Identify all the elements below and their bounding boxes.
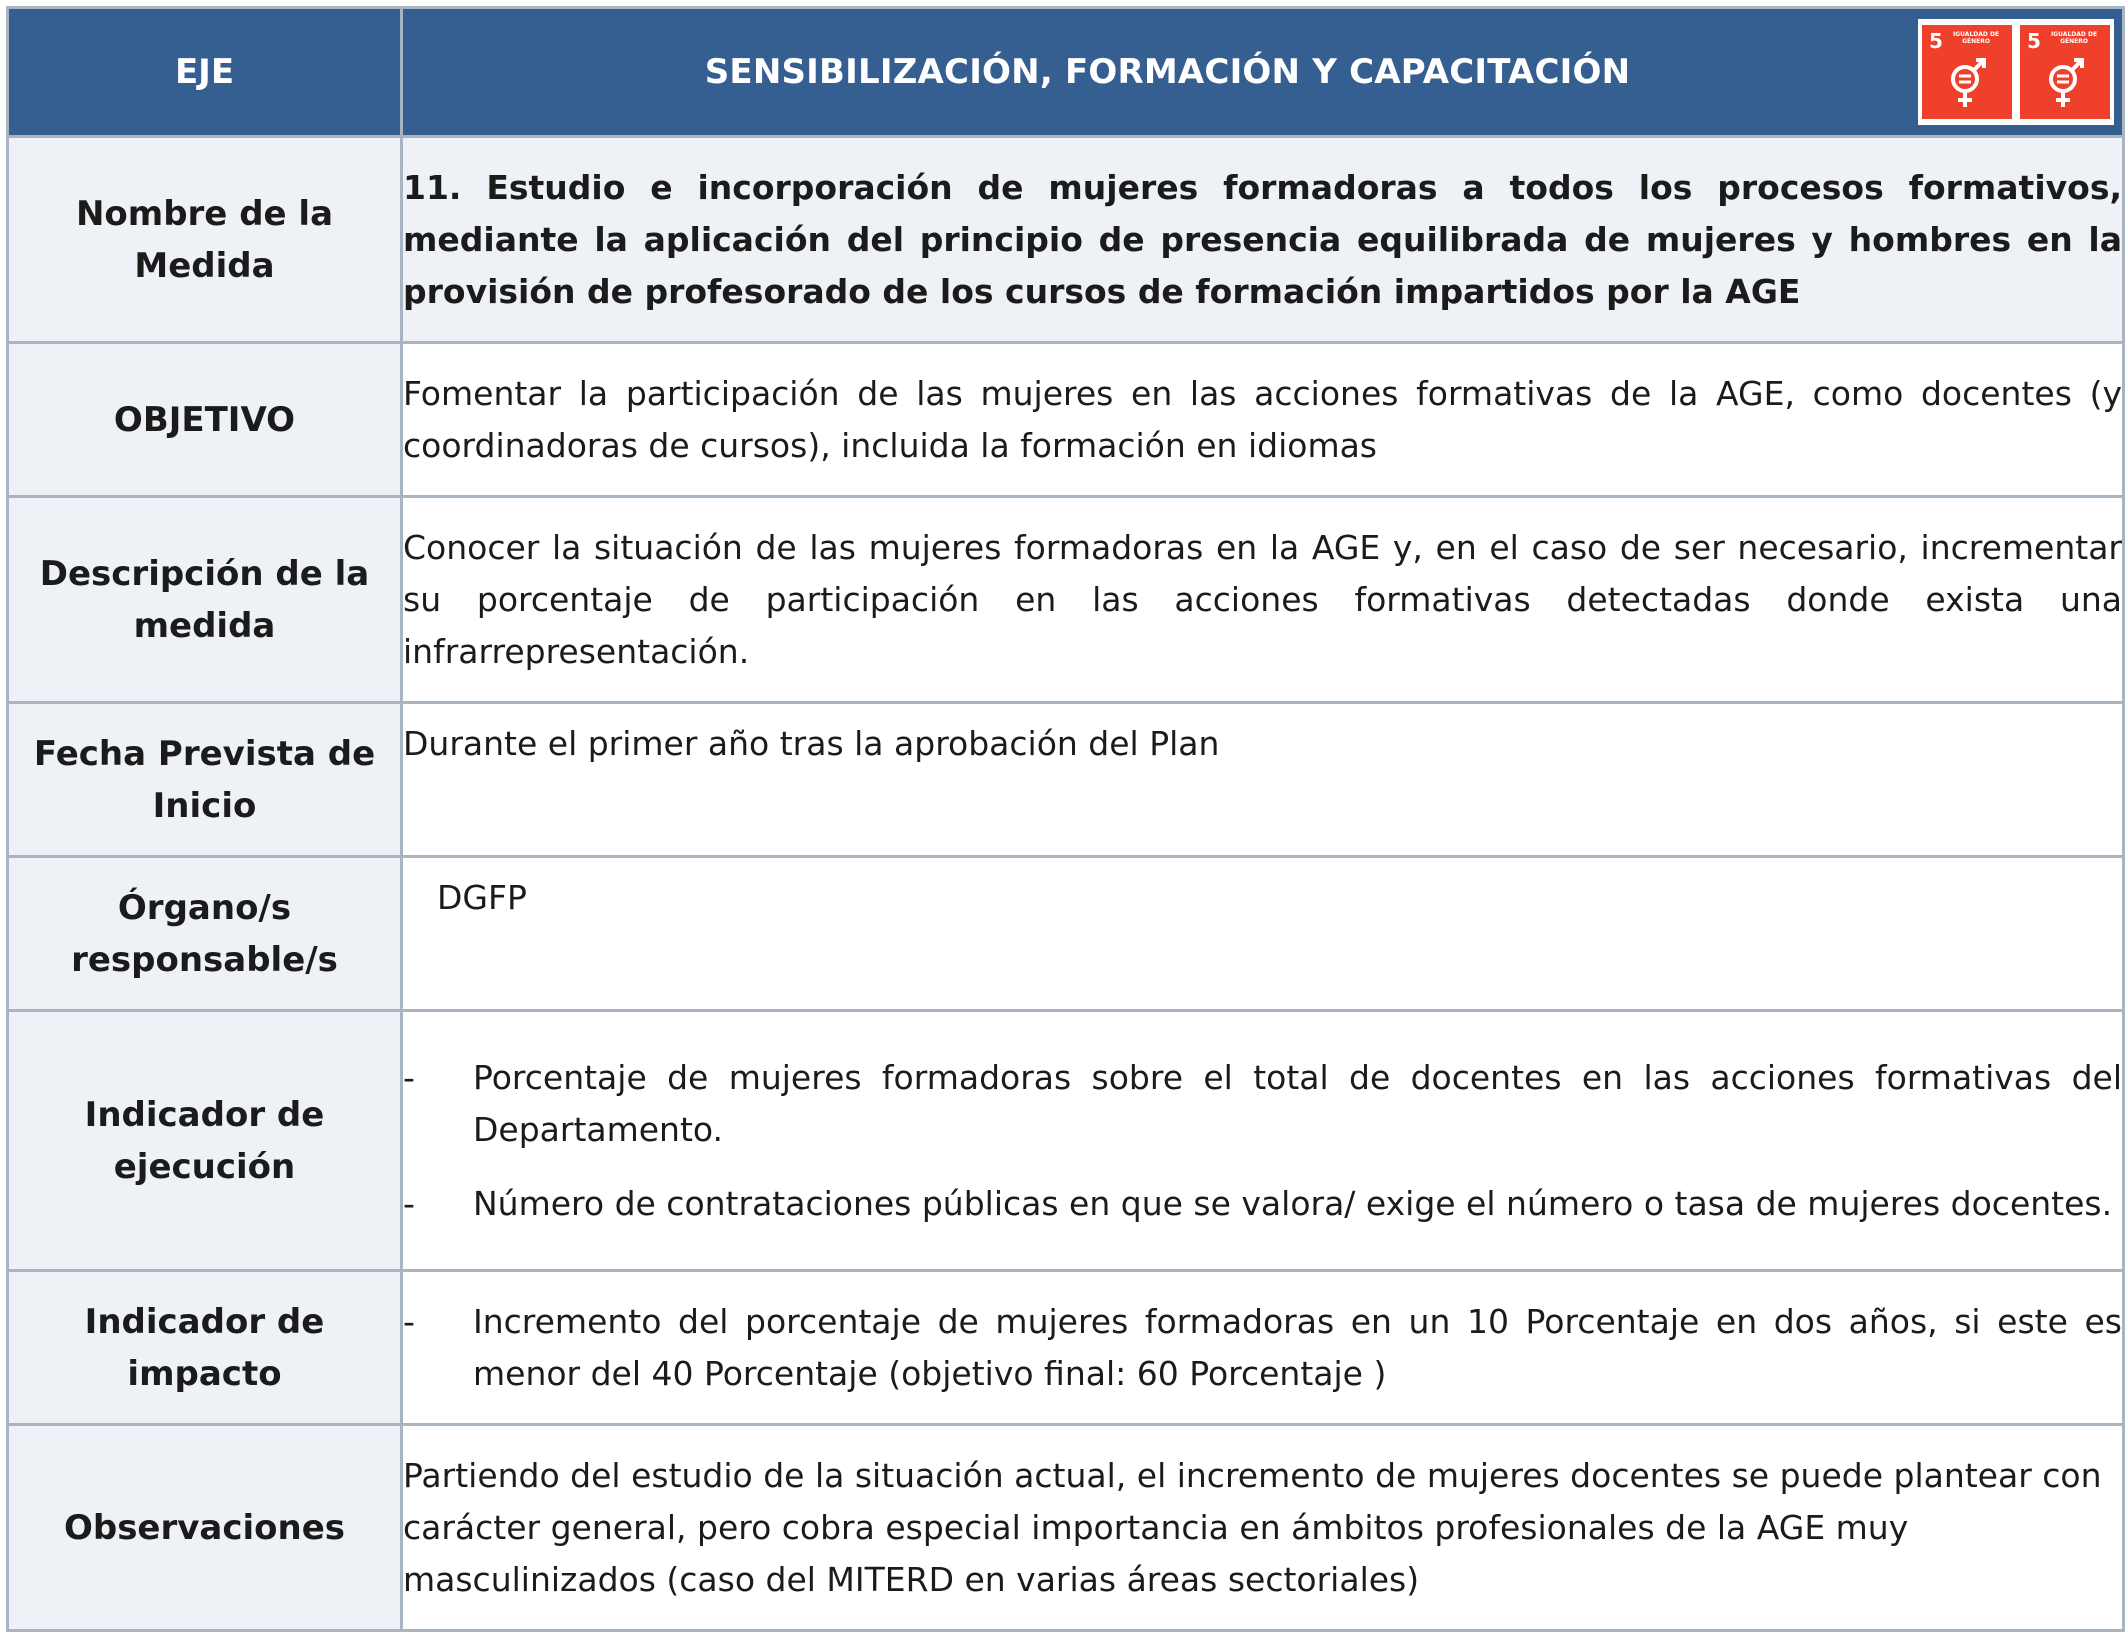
indicador-impacto-list [403,1296,2122,1400]
label-nombre: Nombre de la Medida [8,137,402,343]
sdg-caption: IGUALDAD DE GÉNERO [2050,31,2098,45]
label-organo: Órgano/s responsable/s [8,857,402,1011]
value-indicador-impacto [402,1271,2124,1425]
eje-title-cell [402,8,2124,137]
row-indicador-impacto [8,1271,2124,1425]
list-item-text: Porcentaje de mujeres formadoras sobre el total de docentes en las acciones formativas del Departamento. [473,1057,2122,1149]
sdg-badges [1918,19,2114,125]
header-row [8,8,2124,137]
value-indicador-ejecucion [402,1011,2124,1271]
list-item-text: Número de contrataciones públicas en que se valora/ exige el número o tasa de mujeres docentes. [473,1183,2113,1223]
row-descripcion [8,497,2124,703]
row-observaciones [8,1425,2124,1631]
sdg5-gender-equality-icon [1922,25,2012,119]
row-fecha [8,703,2124,857]
gender-equality-symbol-icon [2042,55,2088,113]
sdg-number: 5 [1929,29,1943,53]
list-item [403,1052,2122,1156]
row-organo [8,857,2124,1011]
measure-sheet [6,6,2122,1632]
label-fecha: Fecha Prevista de Inicio [8,703,402,857]
sdg-number: 5 [2027,29,2041,53]
value-objetivo: Fomentar la participación de las mujeres en las acciones formativas de la AGE, como docentes (y coordinadoras de cursos), incluida la formación en idiomas [402,343,2124,497]
dash-bullet: - [403,1057,415,1097]
value-organo-cell [402,857,2124,1011]
dash-bullet: - [403,1301,415,1341]
row-objetivo [8,343,2124,497]
value-nombre: 11. Estudio e incorporación de mujeres formadoras a todos los procesos formativos, mediante la aplicación del principio de presencia equilibrada de mujeres y hombres en la provisión de profesorado de los cursos de formación impartidos por la AGE [402,137,2124,343]
row-nombre [8,137,2124,343]
label-indicador-impacto: Indicador de impacto [8,1271,402,1425]
label-objetivo: OBJETIVO [8,343,402,497]
label-descripcion: Descripción de la medida [8,497,402,703]
value-fecha: Durante el primer año tras la aprobación del Plan [402,703,2124,857]
list-item [403,1296,2122,1400]
measure-table [6,6,2125,1632]
value-observaciones: Partiendo del estudio de la situación actual, el incremento de mujeres docentes se puede plantear con carácter general, pero cobra especial importancia en ámbitos profesionales de la AGE muy masculinizados (caso del MITERD en varias áreas sectoriales) [402,1425,2124,1631]
indicador-ejecucion-list [403,1052,2122,1230]
row-indicador-ejecucion [8,1011,2124,1271]
value-organo: DGFP [437,878,527,917]
sdg5-gender-equality-icon [2020,25,2110,119]
label-observaciones: Observaciones [8,1425,402,1631]
gender-equality-symbol-icon [1944,55,1990,113]
list-item-text: Incremento del porcentaje de mujeres formadoras en un 10 Porcentaje en dos años, si este es menor del 40 Porcentaje (objetivo final: 60 Porcentaje ) [473,1301,2122,1393]
eje-title: SENSIBILIZACIÓN, FORMACIÓN Y CAPACITACIÓN [704,52,1631,92]
label-indicador-ejecucion: Indicador de ejecución [8,1011,402,1271]
sdg-caption: IGUALDAD DE GÉNERO [1952,31,2000,45]
dash-bullet: - [403,1183,415,1223]
value-descripcion: Conocer la situación de las mujeres formadoras en la AGE y, en el caso de ser necesario, incrementar su porcentaje de participación en las acciones formativas detectadas donde exista una infrarrepresentación. [402,497,2124,703]
eje-label: EJE [8,8,402,137]
list-item [403,1178,2122,1230]
